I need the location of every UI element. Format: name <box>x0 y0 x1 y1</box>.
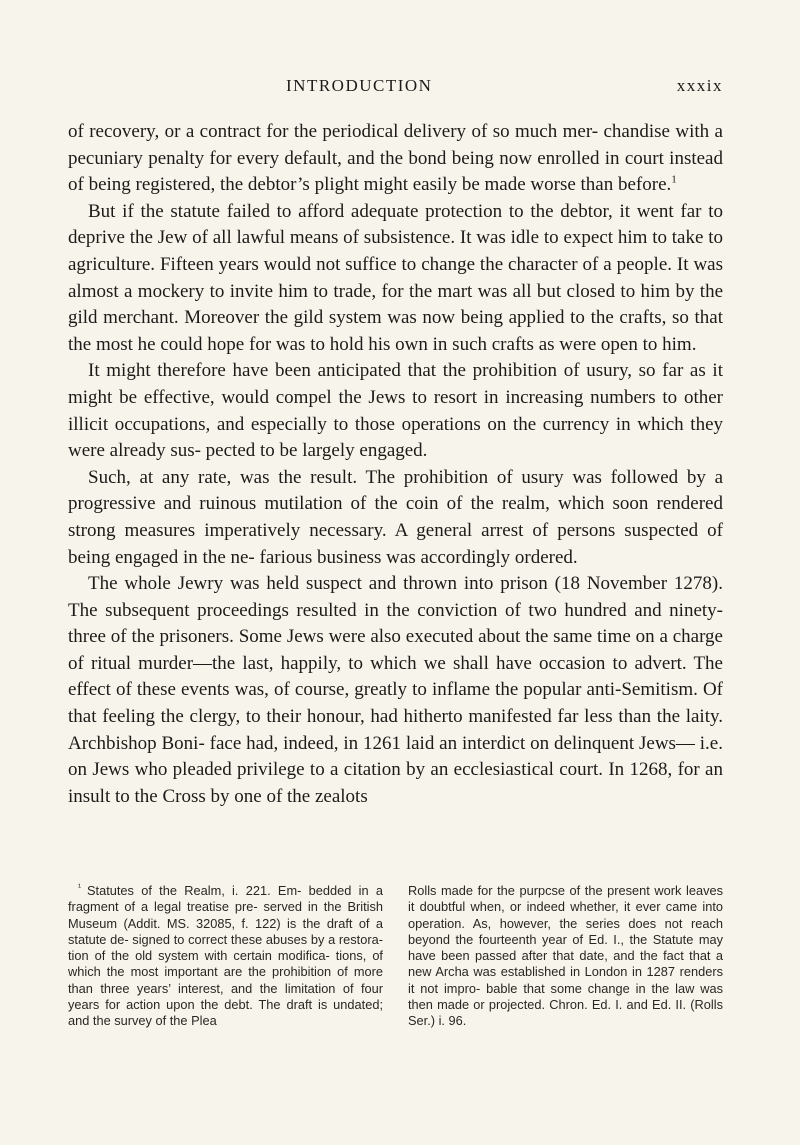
footnote-right-text: Rolls made for the purpcse of the present work leaves it doubtful when, or indeed whether, it ever came into operation. As, however, the series does not reach beyond the fourteenth year of Ed. I., the Statute may have been passed after that date, and the fact that a new Archa was established in London in 1287 renders it not impro- bable that some change in the law was then made or projected. Chron. Ed. I. and Ed. II. (Rolls Ser.) i. 96. <box>408 883 723 1029</box>
paragraph-1 <box>68 119 723 199</box>
footnote-marker: ¹ <box>78 881 81 892</box>
footnote-reference: 1 <box>671 173 677 186</box>
paragraph-4: Such, at any rate, was the result. The prohibition of usury was followed by a progressive and ruinous mutilation of the coin of the realm, which soon rendered strong measures imperatively necessary. A general arrest of persons suspected of being engaged in the ne- farious business was accordingly ordered. <box>68 466 723 568</box>
running-head <box>68 76 723 104</box>
footnote-left-text: Statutes of the Realm, i. 221. Em- bedded in a fragment of a legal treatise pre- served in the British Museum (Addit. MS. 32085, f. 122) is the draft of a statute de- signed to correct these abuses by a restora- tion of the old system with certain modifica- tions, of which the most important are the prohibition of more than three years’ interest, and the limitation of four years for action upon the debt. The draft is undated; and the survey of the Plea <box>68 883 383 1029</box>
body-text <box>68 119 723 810</box>
paragraph-2: But if the statute failed to afford adequate protection to the debtor, it went far to deprive the Jew of all lawful means of subsistence. It was idle to expect him to take to agriculture. Fifteen years would not suffice to change the character of a people. It was almost a mockery to invite him to trade, for the mart was all but closed to him by the gild merchant. Moreover the gild system was now being applied to the crafts, so that the most he could hope for was to hold his own in such crafts as were open to him. <box>68 200 723 355</box>
footnote-column-right <box>408 883 723 1030</box>
running-head-title: INTRODUCTION <box>286 76 433 95</box>
paragraph-1-text: of recovery, or a contract for the periodical delivery of so much mer- chandise with a pecuniary penalty for every default, and the bond being now enrolled in court instead of being registered, the debtor’s plight might easily be made worse than before. <box>68 121 723 196</box>
footnotes <box>68 883 723 1030</box>
paragraph-5: The whole Jewry was held suspect and thrown into prison (18 November 1278). The subsequent proceedings resulted in the conviction of two hundred and ninety-three of the prisoners. Some Jews were also executed about the same time on a charge of ritual murder—the last, happily, to which we shall have occasion to advert. The effect of these events was, of course, greatly to inflame the popular anti-Semitism. Of that feeling the clergy, to their honour, had hitherto manifested far less than the laity. Archbishop Boni- face had, indeed, in 1261 laid an interdict on delinquent Jews— i.e. on Jews who pleaded privilege to a citation by an ecclesiastical court. In 1268, for an insult to the Cross by one of the zealots <box>68 573 723 807</box>
page-content <box>68 76 723 810</box>
page-number: xxxix <box>676 76 723 95</box>
footnote-column-left <box>68 883 383 1030</box>
paragraph-3: It might therefore have been anticipated that the prohibition of usury, so far as it might be effective, would compel the Jews to resort in increasing numbers to other illicit occupations, and especially to those operations on the currency in which they were already sus- pected to be largely engaged. <box>68 360 723 462</box>
